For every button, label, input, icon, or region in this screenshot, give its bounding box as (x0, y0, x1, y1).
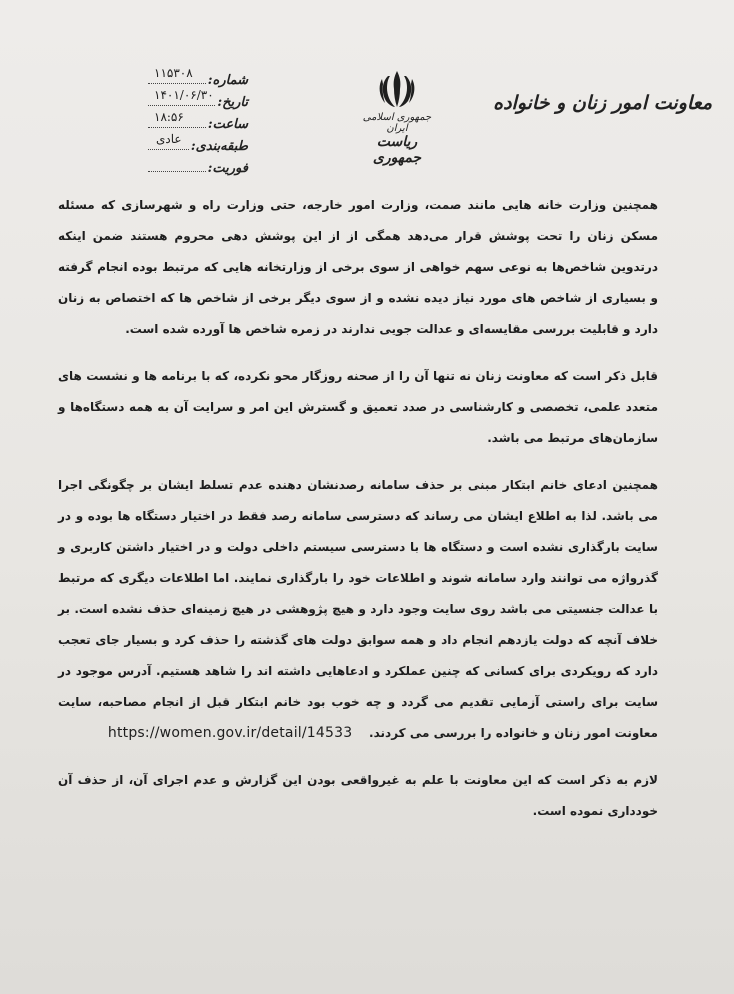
header-title: معاونت امور زنان و خانواده (493, 92, 712, 114)
letter-body (58, 190, 658, 843)
meta-date (148, 88, 248, 110)
meta-number-line (148, 82, 206, 84)
paragraph-vice-presidency: قابل ذکر است که معاونت زنان نه تنها آن را از صحنه روزگار محو نکرده، که با برنامه ها و نشست های متعدد علمی، تخصصی و کارشناسی در صدد تعمیق و گسترش این امر و سرایت آن به همه دستگاه‌ها و سازمان‌های مرتبط می باشد. (58, 369, 658, 445)
iran-emblem-icon (377, 68, 417, 110)
meta-urgency (148, 154, 248, 176)
meta-urgency-line (148, 170, 206, 172)
meta-number-value: ۱۱۵۳۰۸ (154, 66, 193, 80)
meta-classification-line (148, 148, 189, 150)
meta-time-line (148, 126, 206, 128)
meta-classification-label: طبقه‌بندی: (190, 139, 248, 154)
meta-urgency-label: فوریت: (207, 161, 248, 176)
paragraph-monitoring-text: همچنین ادعای خانم ابتکار مبنی بر حذف سامانه رصد‌نشان دهنده عدم تسلط ایشان بر چگونگی اجرا می باشد. لذا به اطلاع ایشان می رساند که دسترسی سامانه رصد فقط در اختیار دستگاه ها بوده و در سایت بارگذاری نشده است و دستگاه ها با دسترسی سیستم داخلی دولت و در اختیار داشتن کاربری و گذرواژه می توانند وارد سامانه شوند و اطلاعات خود را بارگذاری نمایند. اما اطلاعات دیگری که مرتبط با عدالت جنسیتی می باشد روی سایت وجود دارد و هیچ پژوهشی در هیچ زمینه‌ای حذف نشده است. بر خلاف آنچه که دولت یازدهم انجام داد و همه سوابق دولت های گذشته را حذف کرد و بسیار جای تعجب دارد که رویکردی برای کسانی که چنین عملکرد و ادعاهایی داشته اند را شاهد هستیم. آدرس موجود در سایت برای راستی آزمایی تقدیم می گردد و چه خوب بود خانم ابتکار قبل از انجام مصاحبه، سایت معاونت امور زنان و خانواده را بررسی می کردند. (58, 478, 658, 740)
meta-classification-value: عادی (156, 132, 182, 146)
paragraph-monitoring-system (58, 470, 658, 749)
meta-date-line (148, 104, 215, 106)
paragraph-indicators: همچنین وزارت خانه هایی مانند صمت، وزارت امور خارجه، حتی وزارت راه و شهرسازی که مسئله مسکن زنان را تحت پوشش قرار می‌دهد همگی از از این پوشش دهی محروم هستند ضمن اینکه درتدوین شاخص‌ها به نوعی سهم خواهی از سوی برخی از وزارتخانه هایی که مرتبط بوده انجام گرفته و بسیاری از شاخص های مورد نیاز دیده نشده و از سوی دیگر برخی از شاخص ها که اختصاص به زنان دارد و قابلیت بررسی مقایسه‌ای و عدالت جویی ندارند در زمره شاخص ها آورده شده است. (58, 198, 658, 336)
meta-time-value: ۱۸:۵۶ (154, 110, 184, 124)
source-link[interactable]: https://women.gov.ir/detail/14533 (107, 725, 353, 741)
meta-classification (148, 132, 248, 154)
emblem-block (352, 68, 442, 166)
paragraph-closing: لازم به ذکر است که این معاونت با علم به غیرواقعی بودن این گزارش و عدم اجرای آن، از حذف آن خودداری نموده است. (58, 773, 658, 818)
meta-date-value: ۱۴۰۱/۰۶/۳۰ (154, 88, 214, 102)
meta-number-label: شماره: (207, 73, 248, 88)
meta-time (148, 110, 248, 132)
emblem-caption-country: جمهوری اسلامی ایران (362, 112, 432, 134)
emblem-caption-presidency: ریاست جمهوری (372, 134, 422, 166)
meta-date-label: تاریخ: (217, 95, 248, 110)
meta-number (148, 66, 248, 88)
meta-time-label: ساعت: (207, 117, 248, 132)
letter-meta (148, 66, 248, 176)
